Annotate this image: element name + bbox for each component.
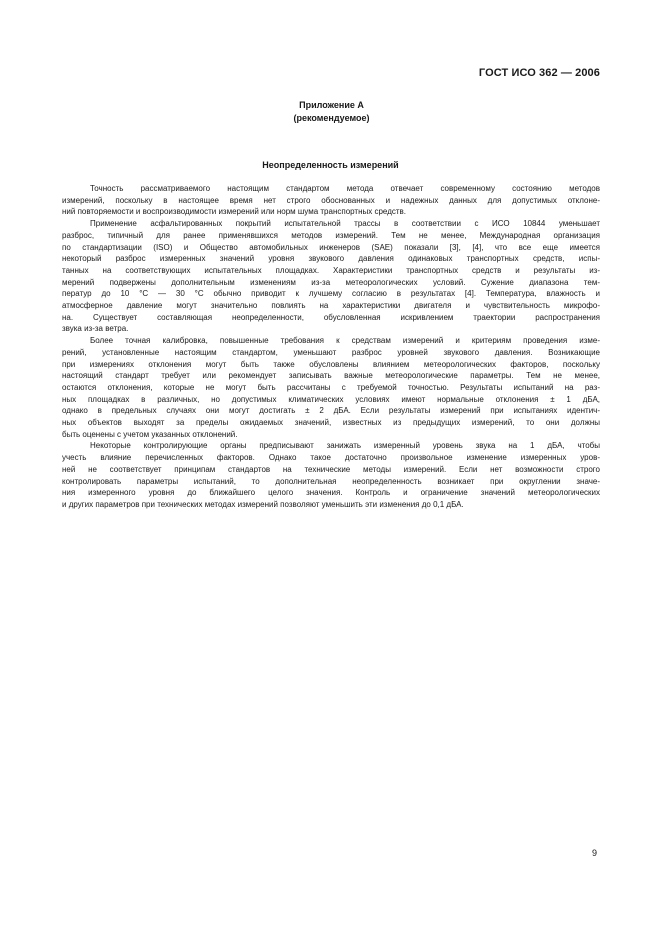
text-line: настоящий стандарт требует или рекомендует записывать важные метеорологические параметры. Тем не менее,	[62, 371, 600, 381]
text-line: атмосферное давление могут значительно повлиять на характеристики двигателя и чувствительность микрофо-	[62, 301, 600, 311]
text-line: ных объектов выходят за пределы ожидаемых значений, известных из предыдущих измерений, то они должны	[62, 418, 600, 428]
text-line: учесть влияние перечисленных факторов. Однако такое достаточно произвольное изменение измеренных уров-	[62, 453, 600, 463]
text-line: на. Существует составляющая неопределенности, обусловленная искривлением траектории распространения	[62, 312, 600, 322]
appendix-heading	[0, 99, 661, 125]
text-line: однако в предельных случаях они могут достигать ± 2 дБА. Если результаты измерений при испытаниях идентич-	[62, 406, 600, 416]
text-line: ний повторяемости и воспроизводимости измерений или норм шума транспортных средств.	[62, 207, 406, 217]
text-line: рений, установленные настоящим стандартом, уменьшают разброс уровней звукового давления. Возникающие	[62, 347, 600, 357]
appendix-title: Приложение А	[299, 100, 364, 110]
text-line: при измерениях отклонения могут быть также обусловлены влиянием метеорологических факторов, поскольку	[62, 359, 600, 369]
text-line: Точность рассматриваемого настоящим стандартом метода отвечает современному состоянию методов	[90, 184, 600, 193]
page-number: 9	[592, 848, 598, 858]
text-line: ператур до 10 °С — 30 °С обычно приводит к лучшему согласию в результатах [4]. Температура, влажность и	[62, 289, 600, 299]
text-line: некоторый разброс измеренных значений уровня звукового давления одинаковых транспортных средств, испы-	[62, 254, 600, 264]
paragraph	[62, 183, 600, 218]
text-line: быть оценены с учетом указанных отклонений.	[62, 429, 238, 439]
text-line: разброс, типичный для ранее применявшихся методов измерений. Тем не менее, Международная организация	[62, 230, 600, 240]
section-title: Неопределенность измерений	[262, 160, 399, 170]
text-line: танных на соответствующих испытательных площадках. Характеристики транспортных средств и результаты из-	[62, 265, 600, 275]
standard-header: ГОСТ ИСО 362 — 2006	[478, 67, 600, 79]
paragraph	[62, 335, 600, 440]
text-line: Применение асфальтированных покрытий испытательной трассы в соответствии с ИСО 10844 уменьшает	[90, 219, 600, 229]
text-line: звука из-за ветра.	[62, 324, 129, 334]
text-line: мерений подвержены дополнительным изменениям из-за метеорологических условий. Сужение диапазона тем-	[62, 277, 600, 287]
text-line: остаются отклонения, которые не могут быть рассчитаны с требуемой точностью. Результаты испытаний на раз-	[62, 382, 600, 392]
text-line: Более точная калибровка, повышенные требования к средствам измерений и критериям проведения изме-	[90, 336, 600, 346]
text-line: ния измеренного уровня до ближайшего целого значения. Контроль и ограничение значений метеорологических	[62, 488, 600, 498]
paragraph	[62, 218, 600, 335]
appendix-subtitle: (рекомендуемое)	[293, 113, 370, 123]
text-line: контролировать параметры испытаний, то дополнительная неопределенность возникает при округлении значе-	[62, 476, 600, 486]
text-line: по стандартизации (ISO) и Общество автомобильных инженеров (SAE) показали [3], [4], что все еще имеется	[62, 242, 600, 252]
text-line: и других параметров при технических методах измерений позволяют уменьшить эти изменения до 0,1 дБА.	[62, 499, 464, 509]
text-line: ных площадках в различных, но допустимых климатических условиях имеют нормальные отклонения ± 1 дБА,	[62, 394, 600, 404]
text-line: ней не соответствует принципам стандартов на технические методы измерений. Если нет возможности строго	[62, 464, 600, 474]
body-text	[62, 183, 600, 511]
text-line: Некоторые контролирующие органы предписывают занижать измеренный уровень звука на 1 дБА, чтобы	[90, 441, 600, 451]
paragraph	[62, 440, 600, 510]
text-line: измерений, поскольку в настоящее время нет строго обоснованных и надежных данных для допустимых отклоне-	[62, 195, 600, 205]
